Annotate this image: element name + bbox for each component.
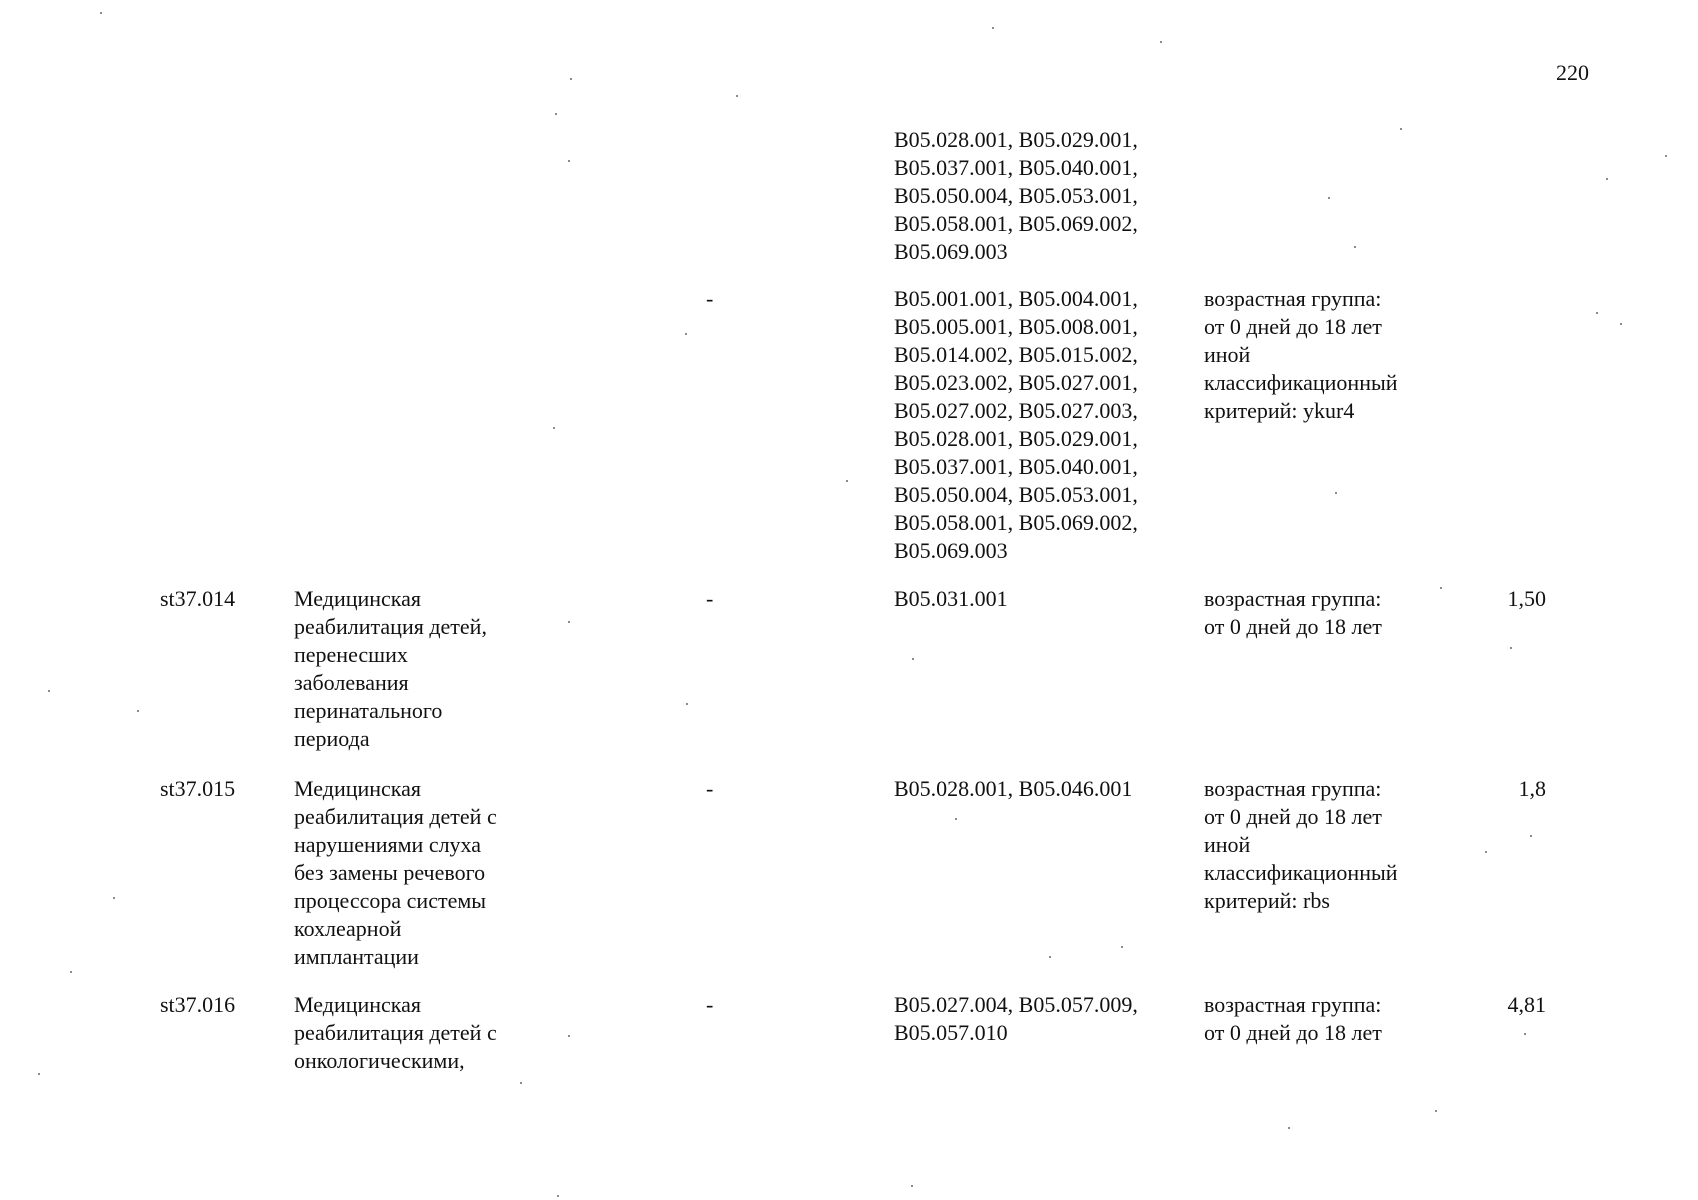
dash-cell: - [706, 286, 714, 311]
services-cell: B05.028.001, B05.029.001, B05.037.001, B05.040.001, B05.050.004, B05.053.001, B05.058.001, B05.069.002, B05.069.003 [894, 127, 1138, 264]
services-cell: B05.027.004, B05.057.009, B05.057.010 [894, 992, 1138, 1045]
services-cell: B05.031.001 [894, 586, 1008, 611]
code-cell: st37.014 [160, 586, 236, 611]
dash-cell: - [706, 586, 714, 611]
coefficient-cell: 1,8 [1518, 776, 1546, 801]
name-cell: Медицинская реабилитация детей с нарушениями слуха без замены речевого процессора системы кохлеарной имплантации [294, 776, 497, 969]
dash-cell: - [706, 776, 714, 801]
criteria-cell: возрастная группа: от 0 дней до 18 лет [1204, 586, 1382, 639]
code-cell: st37.015 [160, 776, 236, 801]
coefficient-cell: 4,81 [1507, 992, 1546, 1017]
services-cell: B05.001.001, B05.004.001, B05.005.001, B05.008.001, B05.014.002, B05.015.002, B05.023.002, B05.027.001, B05.027.002, B05.027.003, B05.028.001, B05.029.001, B05.037.001, B05.040.001, B05.050.004, B05.053.001, B05.058.001, B05.069.002, B05.069.003 [894, 286, 1138, 563]
coefficient-cell: 1,50 [1507, 586, 1546, 611]
name-cell: Медицинская реабилитация детей, перенесших заболевания перинатального периода [294, 586, 487, 751]
services-cell: B05.028.001, B05.046.001 [894, 776, 1133, 801]
criteria-cell: возрастная группа: от 0 дней до 18 лет иной классификационный критерий: ykur4 [1204, 286, 1398, 423]
dash-cell: - [706, 992, 714, 1017]
criteria-cell: возрастная группа: от 0 дней до 18 лет иной классификационный критерий: rbs [1204, 776, 1398, 913]
page-number: 220 [1556, 60, 1589, 85]
name-cell: Медицинская реабилитация детей с онкологическими, [294, 992, 497, 1073]
code-cell: st37.016 [160, 992, 236, 1017]
criteria-cell: возрастная группа: от 0 дней до 18 лет [1204, 992, 1382, 1045]
